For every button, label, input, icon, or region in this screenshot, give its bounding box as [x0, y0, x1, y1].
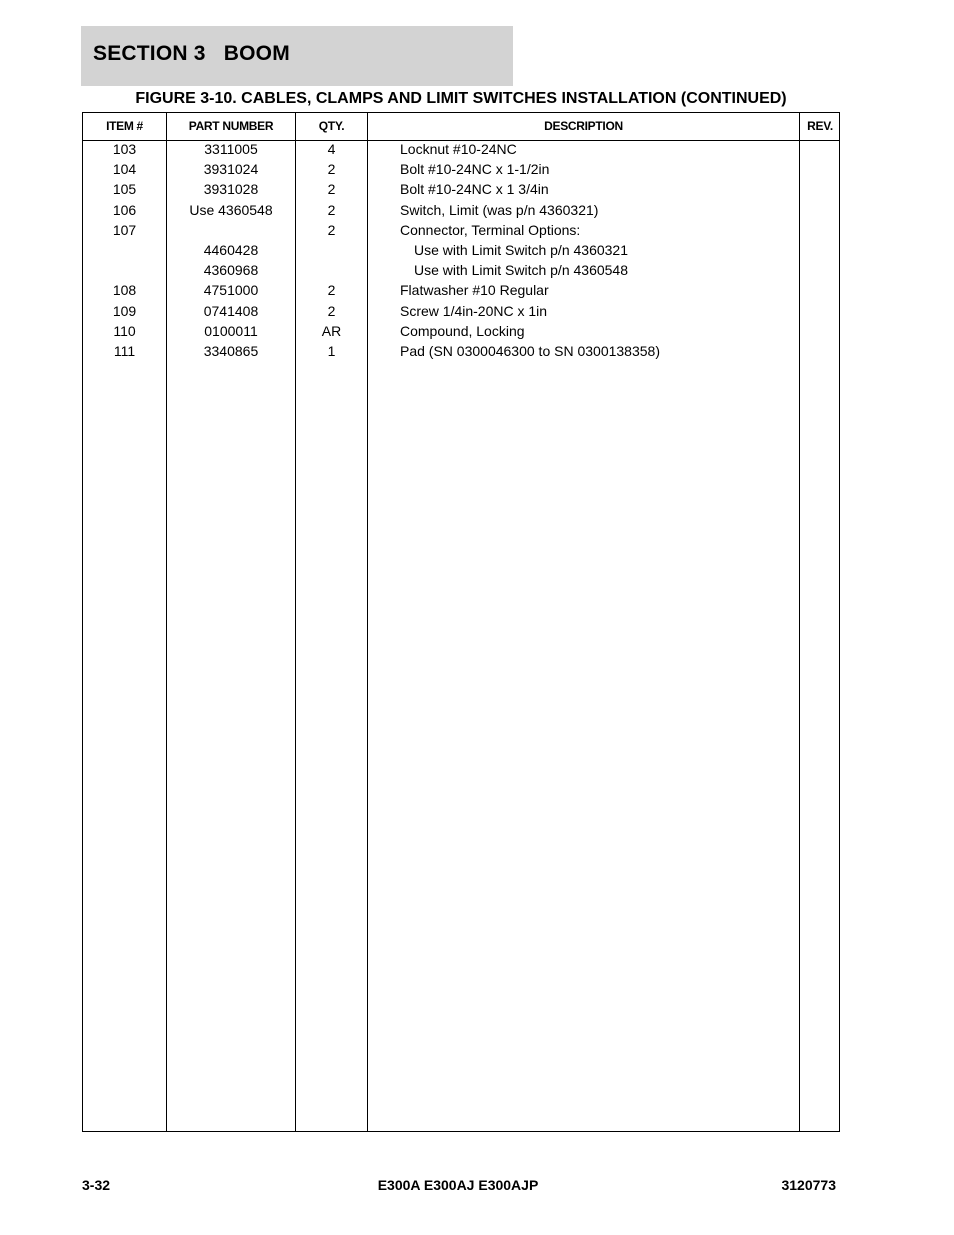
page-number: 3-32	[82, 1177, 111, 1193]
part-number-cell: 4360968	[203, 262, 259, 279]
revision-cell	[800, 282, 840, 302]
part-number-cell: 4751000	[203, 282, 259, 299]
revision-cell	[800, 303, 840, 323]
table-row	[83, 222, 839, 242]
description-cell: Bolt #10-24NC x 1 3/4in	[400, 181, 549, 198]
item-number-cell: 111	[113, 342, 136, 359]
table-row	[83, 282, 839, 302]
description-cell: Connector, Terminal Options:	[400, 221, 581, 238]
description-cell: Bolt #10-24NC x 1-1/2in	[400, 161, 550, 178]
quantity-cell	[296, 242, 367, 262]
item-number-cell: 107	[112, 221, 137, 238]
table-row	[83, 262, 839, 282]
table-header-row	[83, 113, 839, 141]
table-row	[83, 303, 839, 323]
quantity-cell: 2	[327, 302, 336, 319]
document-number: 3120773	[781, 1177, 836, 1193]
part-number-cell: 3340865	[203, 342, 259, 359]
part-number-cell: 0741408	[203, 302, 259, 319]
quantity-cell: AR	[321, 322, 342, 339]
quantity-cell: 2	[327, 282, 336, 299]
header-description: DESCRIPTION	[544, 119, 623, 133]
item-number-cell: 105	[112, 181, 137, 198]
description-cell: Locknut #10-24NC	[400, 141, 517, 157]
revision-cell	[800, 262, 840, 282]
part-number-cell: 4460428	[203, 241, 259, 258]
revision-cell	[800, 323, 840, 343]
quantity-cell: 2	[327, 181, 336, 198]
quantity-cell: 2	[327, 161, 336, 178]
part-number-cell: 3311005	[204, 141, 258, 157]
part-number-cell	[167, 222, 295, 242]
description-cell: Use with Limit Switch p/n 4360548	[414, 262, 628, 279]
quantity-cell: 4	[327, 141, 336, 157]
table-row	[83, 323, 839, 343]
description-cell: Compound, Locking	[400, 322, 525, 339]
item-number-cell	[83, 242, 166, 262]
table-row	[83, 161, 839, 181]
model-names: E300A E300AJ E300AJP	[377, 1177, 539, 1193]
quantity-cell	[296, 262, 367, 282]
item-number-cell: 109	[112, 302, 137, 319]
header-item: ITEM #	[106, 119, 143, 133]
part-number-cell: Use 4360548	[189, 201, 273, 218]
quantity-cell: 2	[327, 201, 336, 218]
item-number-cell: 108	[112, 282, 137, 299]
quantity-cell: 1	[327, 342, 336, 359]
header-rev: REV.	[807, 119, 833, 133]
figure-title: FIGURE 3-10. CABLES, CLAMPS AND LIMIT SWITCHES INSTALLATION (CONTINUED)	[135, 90, 787, 107]
description-cell: Switch, Limit (was p/n 4360321)	[400, 201, 599, 218]
item-number-cell: 104	[112, 161, 137, 178]
table-row	[83, 141, 839, 161]
revision-cell	[800, 222, 840, 242]
description-cell: Pad (SN 0300046300 to SN 0300138358)	[400, 342, 660, 359]
item-number-cell: 110	[113, 322, 136, 339]
table-body	[83, 141, 839, 363]
item-number-cell: 106	[112, 201, 137, 218]
table-row	[83, 202, 839, 222]
header-part-number: PART NUMBER	[188, 119, 274, 133]
section-title: SECTION 3 BOOM	[93, 42, 290, 65]
item-number-cell: 103	[112, 141, 137, 157]
part-number-cell: 0100011	[204, 322, 258, 339]
description-cell: Use with Limit Switch p/n 4360321	[414, 241, 628, 258]
table-row	[83, 181, 839, 201]
revision-cell	[800, 202, 840, 222]
description-cell: Flatwasher #10 Regular	[400, 282, 549, 299]
revision-cell	[800, 181, 840, 201]
revision-cell	[800, 161, 840, 181]
part-number-cell: 3931024	[203, 161, 259, 178]
table-row	[83, 343, 839, 363]
part-number-cell: 3931028	[203, 181, 259, 198]
revision-cell	[800, 343, 840, 363]
quantity-cell: 2	[327, 221, 336, 238]
description-cell: Screw 1/4in-20NC x 1in	[400, 302, 548, 319]
revision-cell	[800, 242, 840, 262]
parts-table	[82, 112, 840, 1132]
header-qty: QTY.	[318, 119, 345, 133]
revision-cell	[800, 141, 840, 161]
section-header	[81, 26, 513, 86]
item-number-cell	[83, 262, 166, 282]
table-row	[83, 242, 839, 262]
